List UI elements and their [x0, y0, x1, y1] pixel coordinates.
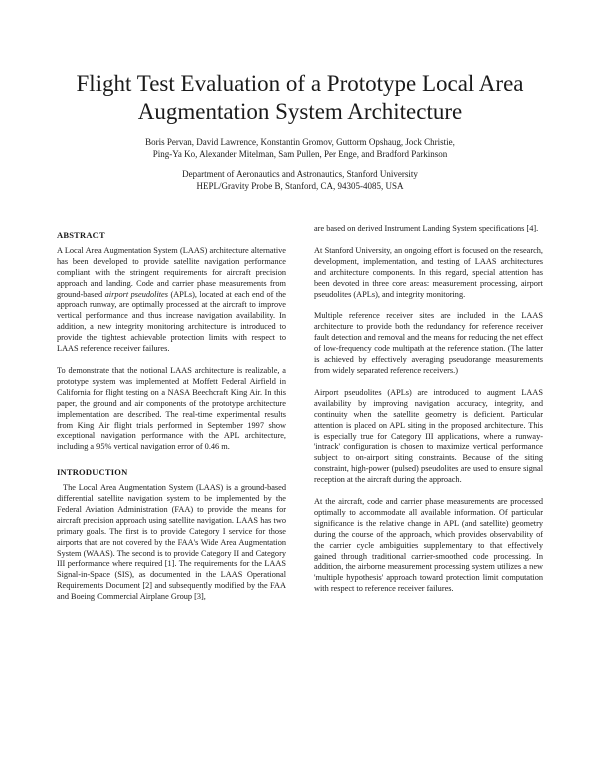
- authors-line-2: Ping-Ya Ko, Alexander Mitelman, Sam Pullen, Per Enge, and Bradford Parkinson: [152, 149, 448, 159]
- paper-title: [0, 70, 600, 126]
- abstract-p1-emphasis: airport pseudolites: [104, 289, 168, 299]
- authors-line-1: Boris Pervan, David Lawrence, Konstantin Gromov, Guttorm Opshaug, Jock Christie,: [145, 137, 455, 147]
- right-paragraph-3: Airport pseudolites (APLs) are introduced to augment LAAS availability by improving navigation accuracy, integrity, and continuity when the satellite geometry is deficient. Particular attention is placed on APL siting in the proposed architecture. This is especially true for Category III applications, where a runway-'intrack' configuration is chosen to maximize vertical performance subject to on-airport siting constraints. Because of the siting constraint, high-power (pulsed) pseudolites are used to ensure signal reception at the aircraft during the approach.: [314, 387, 543, 485]
- right-column: [314, 224, 543, 606]
- abstract-p1-part-a: A Local Area Augmentation System (LAAS) architecture alternative has been developed to provide satellite navigation performance compliant with the stringent requirements for aircraft precision approach and landing. Code and carrier phase measurements from ground-based: [57, 245, 286, 299]
- affiliation-line-1: Department of Aeronautics and Astronautics, Stanford University: [182, 169, 418, 179]
- affiliation: [0, 168, 600, 192]
- affiliation-line-2: HEPL/Gravity Probe B, Stanford, CA, 94305-4085, USA: [196, 181, 404, 191]
- title-line-1: Flight Test Evaluation of a Prototype Local Area: [76, 71, 524, 96]
- abstract-paragraph-1: [57, 246, 286, 355]
- right-paragraph-1: At Stanford University, an ongoing effort is focused on the research, development, implementation, and testing of LAAS architectures and architecture components. In this regard, special attention has been devoted in three core areas: measurement processing, airport pseudolites (APLs), and integrity monitoring.: [314, 245, 543, 299]
- title-line-2: Augmentation System Architecture: [137, 99, 463, 124]
- introduction-heading: INTRODUCTION: [57, 467, 128, 478]
- abstract-heading: ABSTRACT: [57, 230, 105, 240]
- abstract-p1-part-b: (APLs), located at each end of the approach runway, are optimally processed at the aircraft to improve vertical performance and thus increase navigation availability. In addition, a new integrity monitoring architecture is introduced to provide the tightest achievable protection limits with respect to LAAS reference receiver failures.: [57, 289, 286, 354]
- introduction-paragraph-1: The Local Area Augmentation System (LAAS) is a ground-based differential satellite navigation system to be implemented by the Federal Aviation Administration (FAA) to provide the means for aircraft precision approach using satellite navigation. LAAS has two primary goals. The first is to provide Category I service for those airports that are not covered by the FAA's Wide Area Augmentation System (WAAS). The second is to provide Category II and Category III performance where required [1]. The requirements for the LAAS Signal-in-Space (SIS), as documented in the LAAS Operational Requirements Document [2] and subsequently modified by the FAA and Boeing Commercial Airplane Group [3],: [57, 483, 286, 602]
- right-paragraph-0: are based on derived Instrument Landing System specifications [4].: [314, 224, 539, 233]
- left-column: [57, 230, 286, 614]
- right-paragraph-2: Multiple reference receiver sites are included in the LAAS architecture to provide both the redundancy for reference receiver fault detection and removal and the means for reducing the net effect of low-frequency code multipath at the reference station. (The latter is achieved by effectively averaging pseudorange measurements from widely separated reference receivers.): [314, 311, 543, 375]
- right-paragraph-4: At the aircraft, code and carrier phase measurements are processed optimally to accommodate all available information. Of particular significance is the relative change in APL (and satellite) geometry during the course of the approach, which provides observability of the carrier cycle ambiguities supplementary to that effectively gained through traditional carrier-smoothed code processing. In addition, the airborne measurement processing system utilizes a new 'multiple hypothesis' approach toward protection limit computation with respect to reference receiver failures.: [314, 497, 543, 594]
- author-list: [0, 136, 600, 160]
- abstract-paragraph-2: To demonstrate that the notional LAAS architecture is realizable, a prototype system was implemented at Moffett Federal Airfield in California for flight testing on a NASA Beechcraft King Air. In this paper, the ground and air components of the prototype architecture implementation are described. The real-time experimental results from King Air flight trials performed in September 1997 show exceptional navigation performance with the APL architecture, including a 95% vertical navigation error of 0.46 m.: [57, 365, 286, 452]
